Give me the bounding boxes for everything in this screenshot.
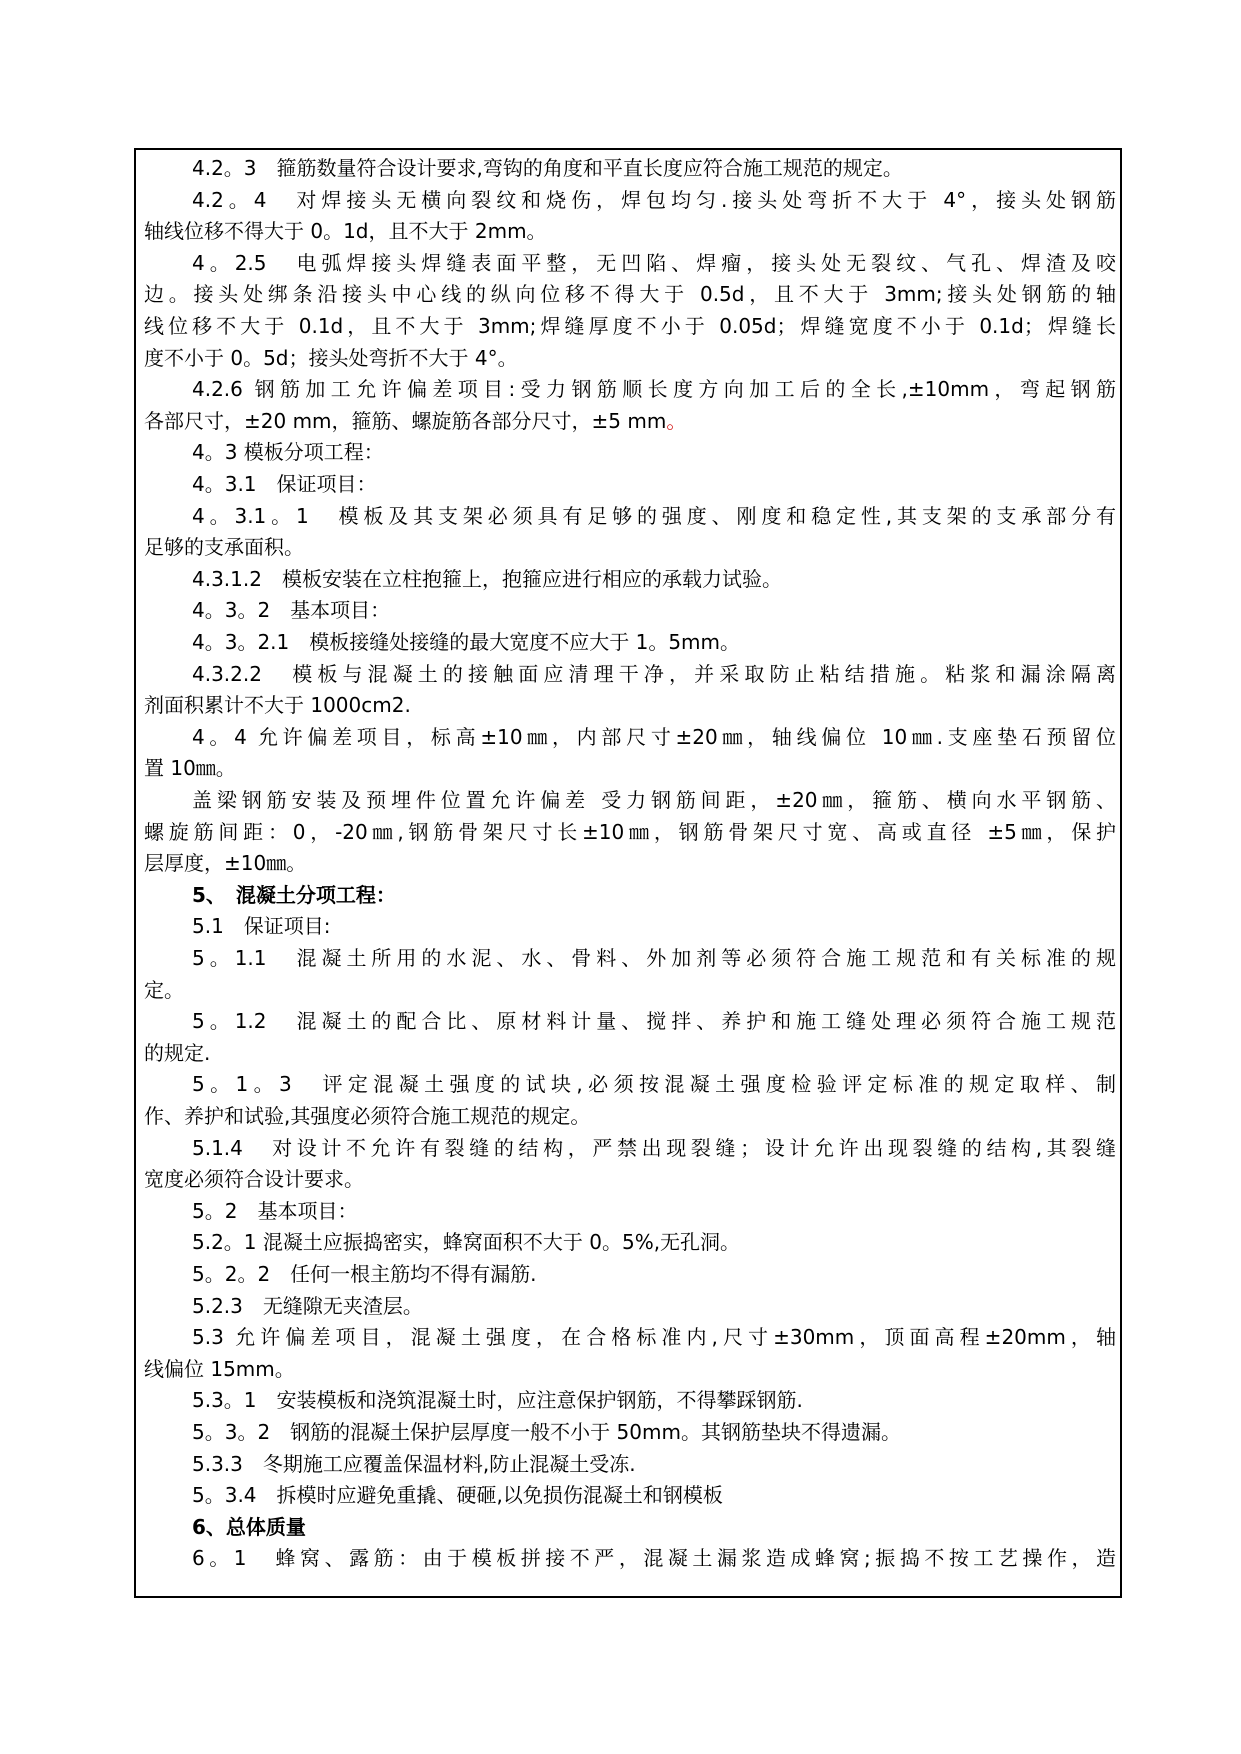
line-text: 5。1.2 混凝土的配合比、原材料计量、搅拌、养护和施工缝处理必须符合施工规范 xyxy=(192,1009,1116,1034)
line-text: 5.1 保证项目: xyxy=(192,914,331,939)
line-text: 6。1 蜂窝、露筋：由于模板拼接不严，混凝土漏浆造成蜂窝;振捣不按工艺操作，造 xyxy=(192,1546,1116,1571)
line-text: 5.2.3 无缝隙无夹渣层。 xyxy=(192,1293,423,1318)
line-text: 5.2。1 混凝土应振捣密实，蜂窝面积不大于 0。5%,无孔洞。 xyxy=(192,1230,741,1255)
text-line xyxy=(144,310,1116,342)
line-text: 轴线位移不得大于 0。1d，且不大于 2mm。 xyxy=(144,219,547,244)
line-text: 4。2.5 电弧焊接头焊缝表面平整，无凹陷、焊瘤，接头处无裂纹、气孔、焊渣及咬 xyxy=(192,250,1116,275)
text-line xyxy=(144,278,1116,310)
text-line xyxy=(192,626,1116,658)
line-text: 5、 混凝土分项工程： xyxy=(192,882,396,907)
line-text: 4.2。4 对焊接头无横向裂纹和烧伤，焊包均匀.接头处弯折不大于 4°，接头处钢筋 xyxy=(192,187,1116,212)
document-frame xyxy=(134,148,1122,1598)
text-line xyxy=(144,405,1116,437)
text-line xyxy=(192,563,1116,595)
text-line xyxy=(192,1511,1116,1543)
text-line xyxy=(192,942,1116,974)
line-text: 4。3.1。1 模板及其支架必须具有足够的强度、刚度和稳定性,其支架的支承部分有 xyxy=(192,503,1116,528)
text-line xyxy=(192,247,1116,279)
text-line xyxy=(144,816,1116,848)
line-text: 5.3 允许偏差项目，混凝土强度，在合格标准内,尺寸±30mm，顶面高程±20mm，轴 xyxy=(192,1325,1116,1350)
text-line xyxy=(144,1037,1116,1069)
line-text: 宽度必须符合设计要求。 xyxy=(144,1167,364,1192)
text-line xyxy=(192,436,1116,468)
text-line xyxy=(192,721,1116,753)
text-line xyxy=(144,531,1116,563)
text-line xyxy=(192,879,1116,911)
line-text: 5。2。2 任何一根主筋均不得有漏筋. xyxy=(192,1262,537,1286)
text-line xyxy=(192,910,1116,942)
text-line xyxy=(144,342,1116,374)
line-text: 螺旋筋间距：0，-20㎜,钢筋骨架尺寸长±10㎜，钢筋骨架尺寸宽、高或直径 ±5㎜，保护 xyxy=(144,819,1116,844)
text-line xyxy=(144,1163,1116,1195)
text-line xyxy=(192,373,1116,405)
line-text: 4。3。2 基本项目： xyxy=(192,598,391,623)
line-text: 各部尺寸，±20 mm，箍筋、螺旋筋各部分尺寸，±5 mm xyxy=(144,408,667,433)
red-period: 。 xyxy=(666,408,687,433)
line-text: 4.3.2.2 模板与混凝土的接触面应清理干净，并采取防止粘结措施。粘浆和漏涂隔离 xyxy=(192,661,1116,686)
line-text: 盖梁钢筋安装及预埋件位置允许偏差 受力钢筋间距，±20㎜，箍筋、横向水平钢筋、 xyxy=(192,788,1116,812)
text-line xyxy=(144,1353,1116,1385)
line-text: 层厚度，±10㎜。 xyxy=(144,851,307,876)
text-line xyxy=(192,1479,1116,1511)
text-line xyxy=(144,974,1116,1006)
text-line xyxy=(192,1195,1116,1227)
text-line xyxy=(144,752,1116,784)
text-line xyxy=(144,1100,1116,1132)
line-text: 5.1.4 对设计不允许有裂缝的结构，严禁出现裂缝；设计允许出现裂缝的结构,其裂缝 xyxy=(192,1135,1116,1160)
text-line xyxy=(192,1290,1116,1322)
line-text: 边。接头处绑条沿接头中心线的纵向位移不得大于 0.5d，且不大于 3mm;接头处钢筋的轴 xyxy=(144,282,1116,307)
text-line xyxy=(192,152,1116,184)
text-line xyxy=(144,689,1116,721)
text-line xyxy=(192,1416,1116,1448)
line-text: 剂面积累计不大于 1000cm2. xyxy=(144,693,411,718)
text-line xyxy=(192,1258,1116,1290)
text-line xyxy=(192,1542,1116,1574)
line-text: 4。3 模板分项工程： xyxy=(192,440,384,465)
line-text: 4.3.1.2 模板安装在立柱抱箍上，抱箍应进行相应的承载力试验。 xyxy=(192,566,782,591)
line-text: 4.2.6 钢筋加工允许偏差项目:受力钢筋顺长度方向加工后的全长,±10mm，弯起钢筋 xyxy=(192,377,1116,402)
line-text: 作、养护和试验,其强度必须符合施工规范的规定。 xyxy=(144,1104,591,1128)
text-line xyxy=(192,1226,1116,1258)
text-line xyxy=(192,468,1116,500)
line-text: 4。4 允许偏差项目，标高±10㎜，内部尺寸±20㎜，轴线偏位 10㎜.支座垫石预留位 xyxy=(192,724,1116,749)
text-line xyxy=(192,784,1116,816)
line-text: 5.3。1 安装模板和浇筑混凝土时，应注意保护钢筋，不得攀踩钢筋. xyxy=(192,1388,803,1413)
text-line xyxy=(192,1132,1116,1164)
line-text: 5。2 基本项目： xyxy=(192,1198,358,1223)
text-line xyxy=(192,658,1116,690)
text-line xyxy=(192,1384,1116,1416)
line-text: 线偏位 15mm。 xyxy=(144,1356,295,1381)
text-line xyxy=(192,1068,1116,1100)
line-text: 5。3.4 拆模时应避免重撬、硬砸,以免损伤混凝土和钢模板 xyxy=(192,1483,723,1508)
text-line xyxy=(192,1321,1116,1353)
text-line xyxy=(192,1005,1116,1037)
text-line xyxy=(192,184,1116,216)
line-text: 5.3.3 冬期施工应覆盖保温材料,防止混凝土受冻. xyxy=(192,1451,636,1476)
text-line xyxy=(192,594,1116,626)
text-line xyxy=(144,847,1116,879)
text-line xyxy=(144,215,1116,247)
line-text: 定。 xyxy=(144,977,184,1002)
line-text: 线位移不大于 0.1d，且不大于 3mm;焊缝厚度不小于 0.05d；焊缝宽度不小于 0.1d；焊缝长 xyxy=(144,314,1116,338)
line-text: 的规定. xyxy=(144,1040,211,1065)
line-text: 5。1.1 混凝土所用的水泥、水、骨料、外加剂等必须符合施工规范和有关标准的规 xyxy=(192,946,1116,970)
line-text: 度不小于 0。5d；接头处弯折不大于 4°。 xyxy=(144,345,518,370)
text-line xyxy=(192,500,1116,532)
line-text: 4。3.1 保证项目： xyxy=(192,472,377,496)
line-text: 5。3。2 钢筋的混凝土保护层厚度一般不小于 50mm。其钢筋垫块不得遗漏。 xyxy=(192,1420,901,1444)
line-text: 置 10㎜。 xyxy=(144,756,236,781)
line-text: 足够的支承面积。 xyxy=(144,535,304,560)
line-text: 4。3。2.1 模板接缝处接缝的最大宽度不应大于 1。5mm。 xyxy=(192,630,741,654)
text-line xyxy=(192,1448,1116,1480)
line-text: 6、总体质量 xyxy=(192,1514,306,1539)
line-text: 4.2。3 箍筋数量符合设计要求,弯钩的角度和平直长度应符合施工规范的规定。 xyxy=(192,156,903,180)
line-text: 5。1。3 评定混凝土强度的试块,必须按混凝土强度检验评定标准的规定取样、制 xyxy=(192,1072,1116,1097)
